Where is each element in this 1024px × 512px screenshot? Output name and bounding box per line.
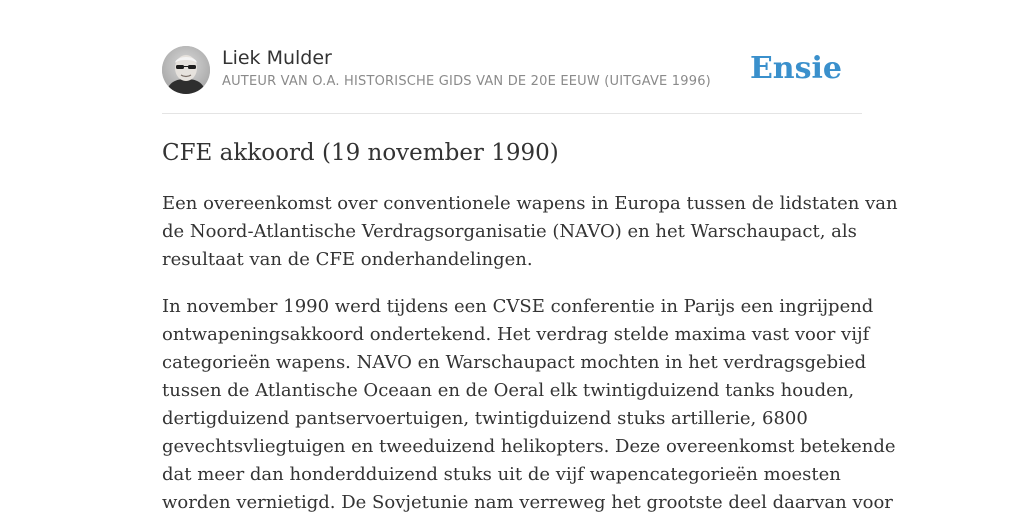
author-name[interactable]: Liek Mulder: [222, 47, 332, 69]
article-paragraph-2: [162, 293, 896, 512]
paragraph-line: worden vernietigd. De Sovjetunie nam verreweg het grootste deel daarvan voor: [162, 492, 893, 512]
article-title: CFE akkoord (19 november 1990): [162, 140, 559, 166]
paragraph-line: de Noord-Atlantische Verdragsorganisatie (NAVO) en het Warschaupact, als: [162, 221, 857, 242]
paragraph-line: tussen de Atlantische Oceaan en de Oeral elk twintigduizend tanks houden,: [162, 380, 855, 401]
article-paragraph-1: [162, 190, 898, 274]
paragraph-line: dertigduizend pantservoertuigen, twintigduizend stuks artillerie, 6800: [162, 408, 808, 429]
paragraph-line: dat meer dan honderdduizend stuks uit de vijf wapencategorieën moesten: [162, 464, 841, 485]
author-bio: AUTEUR VAN O.A. HISTORISCHE GIDS VAN DE 20E EEUW (UITGAVE 1996): [222, 74, 711, 89]
paragraph-line: Een overeenkomst over conventionele wapens in Europa tussen de lidstaten van: [162, 193, 898, 214]
paragraph-line: In november 1990 werd tijdens een CVSE conferentie in Parijs een ingrijpend: [162, 296, 874, 317]
paragraph-line: resultaat van de CFE onderhandelingen.: [162, 249, 533, 270]
author-photo-icon: [162, 46, 210, 94]
paragraph-line: ontwapeningsakkoord ondertekend. Het verdrag stelde maxima vast voor vijf: [162, 324, 870, 345]
article-header: [162, 46, 862, 96]
author-avatar[interactable]: [162, 46, 210, 94]
header-divider: [162, 113, 862, 114]
paragraph-line: gevechtsvliegtuigen en tweeduizend helikopters. Deze overeenkomst betekende: [162, 436, 896, 457]
paragraph-line: categorieën wapens. NAVO en Warschaupact mochten in het verdragsgebied: [162, 352, 867, 373]
ensie-logo[interactable]: Ensie: [749, 51, 842, 86]
